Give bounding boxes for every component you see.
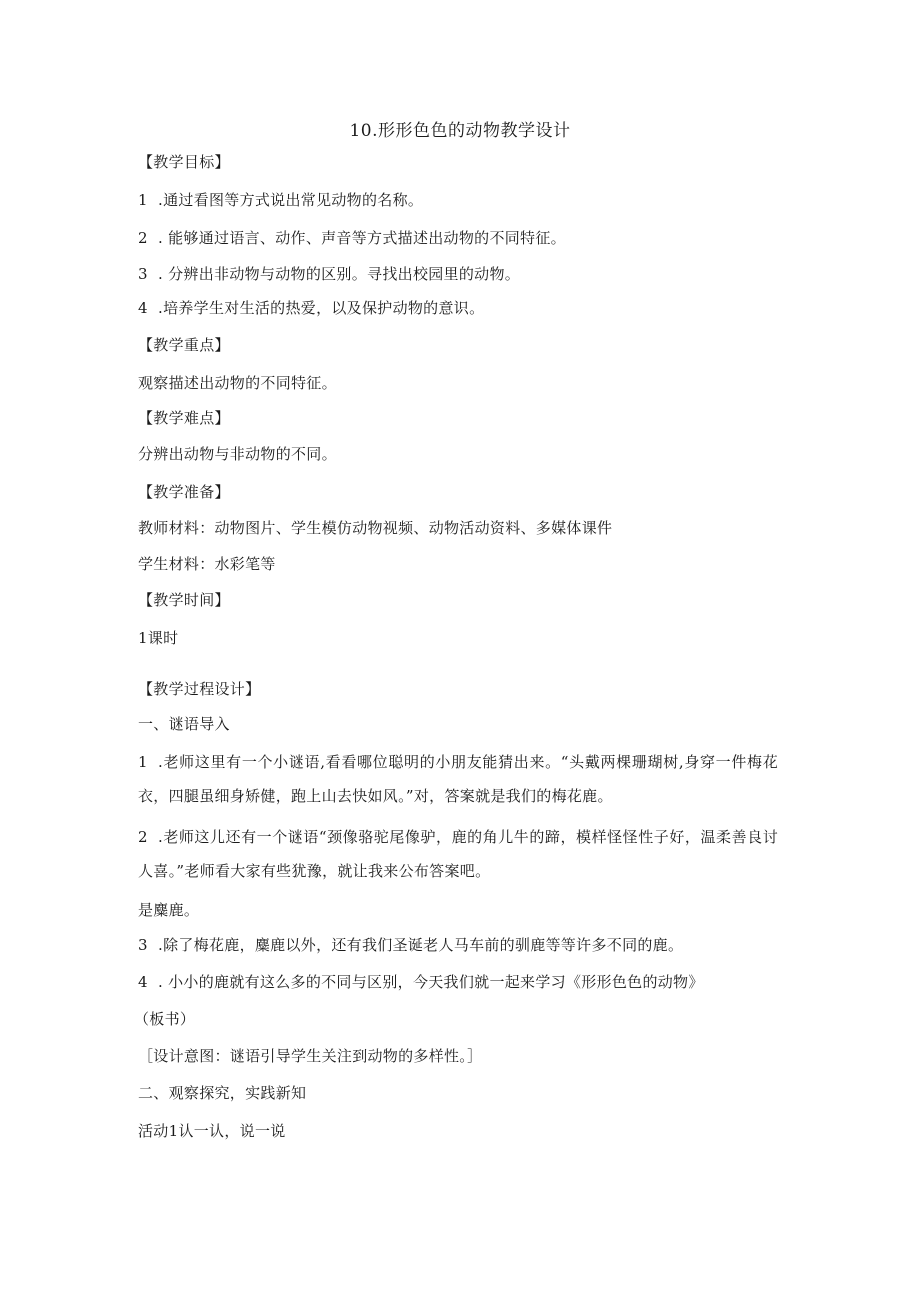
key-text: 观察描述出动物的不同特征。 [138,374,337,392]
goal-item-1 [138,190,423,210]
paragraph-3 [138,935,683,955]
paragraph-4 [138,972,704,992]
goal-number: 1 [138,191,148,209]
design-intent: ［设计意图：谜语引导学生关注到动物的多样性。］ [138,1047,483,1065]
paragraph-number: 2 [138,828,148,846]
goal-text: . 分辨出非动物与动物的区别。寻找出校园里的动物。 [158,265,521,283]
goal-item-2 [138,228,566,248]
goals-heading: 【教学目标】 [138,153,230,171]
time-text: 1课时 [138,629,179,647]
paragraph-text: . 小小的鹿就有这么多的不同与区别，今天我们就一起来学习《形形色色的动物》 [158,973,704,991]
paragraph-number: 1 [138,753,148,771]
goal-number: 4 [138,299,148,317]
paragraph-text: .老师这里有一个小谜语,看看哪位聪明的小朋友能猜出来。“头戴两棵珊瑚树,身穿一件梅花衣，四腿虽细身矫健，跑上山去快如风。”对，答案就是我们的梅花鹿。 [138,753,778,805]
paragraph-number: 4 [138,973,148,991]
riddle-paragraph-2 [138,820,778,888]
paragraph-text: .老师这儿还有一个谜语“颈像骆驼尾像驴，鹿的角儿牛的蹄，模样怪怪性子好，温柔善良讨人喜。”老师看大家有些犹豫，就让我来公布答案吧。 [138,828,778,880]
time-heading: 【教学时间】 [138,591,230,609]
goal-number: 3 [138,265,148,283]
key-heading: 【教学重点】 [138,336,230,354]
goal-item-3 [138,264,520,284]
prep-teacher: 教师材料：动物图片、学生模仿动物视频、动物活动资料、多媒体课件 [138,519,613,537]
paragraph-number: 3 [138,936,148,954]
goal-text: . 能够通过语言、动作、声音等方式描述出动物的不同特征。 [158,229,566,247]
prep-heading: 【教学准备】 [138,483,230,501]
part2-heading: 二、观察探究，实践新知 [138,1084,307,1102]
activity-1: 活动1认一认，说一说 [138,1122,286,1140]
difficulty-heading: 【教学难点】 [138,409,230,427]
prep-student: 学生材料：水彩笔等 [138,555,276,573]
process-heading: 【教学过程设计】 [138,680,261,698]
goal-text: .通过看图等方式说出常见动物的名称。 [158,191,424,209]
difficulty-text: 分辨出动物与非动物的不同。 [138,445,337,463]
riddle-answer: 是麋鹿。 [138,901,200,919]
paragraph-text: .除了梅花鹿，麋鹿以外，还有我们圣诞老人马车前的驯鹿等等许多不同的鹿。 [158,936,684,954]
goal-number: 2 [138,229,148,247]
board-note: （板书） [134,1010,196,1028]
document-title: 10.形形色色的动物教学设计 [349,121,571,141]
part1-heading: 一、谜语导入 [138,715,230,733]
riddle-paragraph-1 [138,745,778,813]
goal-text: .培养学生对生活的热爱，以及保护动物的意识。 [158,299,485,317]
goal-item-4 [138,298,484,318]
